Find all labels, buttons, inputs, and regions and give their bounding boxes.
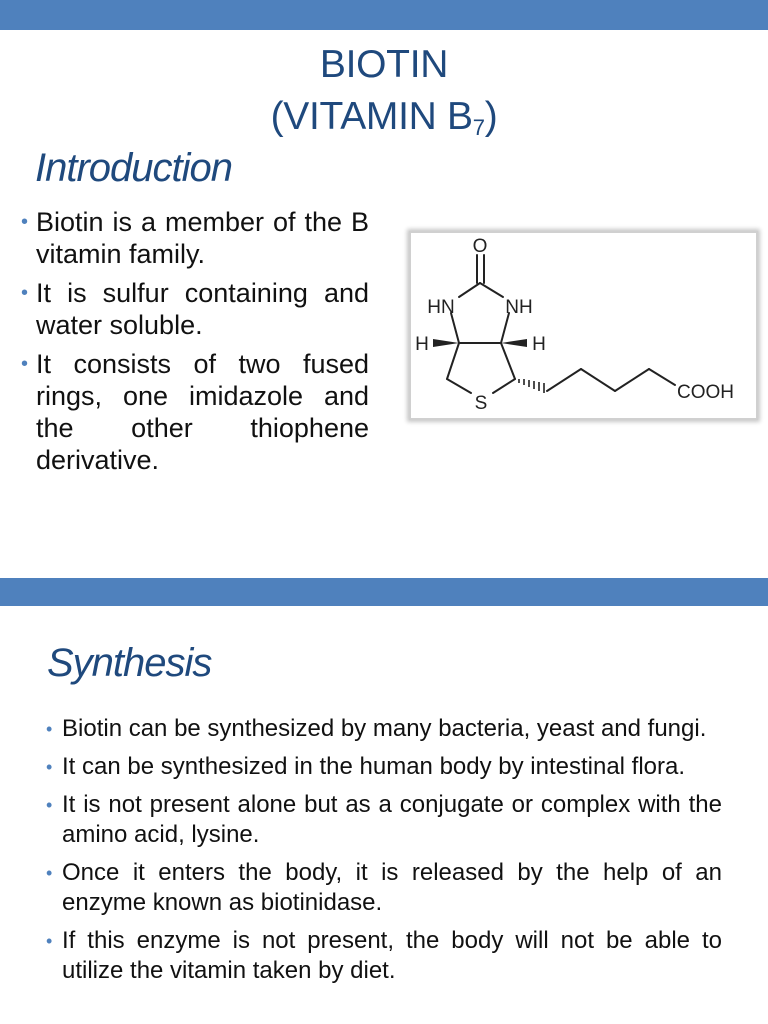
- atom-left-hydrogen: H: [415, 334, 429, 355]
- list-item: [21, 348, 369, 476]
- bullet-dot: •: [21, 353, 29, 375]
- introduction-heading: Introduction: [35, 146, 233, 190]
- biotin-structure-diagram: [411, 233, 756, 418]
- bullet-dot: •: [46, 931, 53, 951]
- list-item: [46, 926, 722, 986]
- bullet-dot: •: [46, 863, 53, 883]
- bullet-text: If this enzyme is not present, the body will not be able to utilize the vitamin taken by diet.: [62, 927, 722, 984]
- hashed-wedge: [519, 379, 544, 393]
- slide-header-band: [0, 0, 768, 30]
- bond-ring-right-s: [493, 379, 515, 393]
- slide-header-band: [0, 578, 768, 606]
- bond-c-n-right: [480, 283, 503, 297]
- atom-left-nitrogen: HN: [427, 297, 455, 318]
- slide-title-line-1: BIOTIN: [319, 43, 449, 86]
- bullet-text: It consists of two fused rings, one imidazole and the other thiophene derivative.: [36, 349, 369, 475]
- list-item: [46, 790, 722, 850]
- bullet-text: Biotin is a member of the B vitamin family.: [36, 207, 369, 269]
- atom-sulfur: S: [474, 393, 488, 414]
- title-close-paren: ): [484, 95, 498, 138]
- atom-oxygen: O: [472, 236, 488, 257]
- list-item: [46, 752, 722, 782]
- biotin-structure-figure: [409, 231, 758, 420]
- bullet-dot: •: [21, 211, 29, 233]
- bond-ring-right: [501, 343, 515, 379]
- synthesis-heading: Synthesis: [47, 641, 212, 685]
- atom-right-hydrogen: H: [532, 334, 546, 355]
- bullet-dot: •: [46, 719, 53, 739]
- slide-title-line-2: [0, 94, 768, 140]
- bullet-text: It can be synthesized in the human body by intestinal flora.: [62, 753, 686, 780]
- title-subscript: 7: [472, 115, 485, 140]
- list-item: [21, 277, 369, 341]
- bullet-text: Biotin can be synthesized by many bacteria, yeast and fungi.: [62, 715, 707, 742]
- bullet-dot: •: [46, 795, 53, 815]
- bond-ring-left-s: [447, 379, 471, 393]
- chain-bond-3: [615, 369, 649, 391]
- bond-c-n-left: [459, 283, 480, 297]
- atom-right-nitrogen: NH: [505, 297, 533, 318]
- chain-bond-2: [581, 369, 615, 391]
- list-item: [21, 206, 369, 270]
- bullet-dot: •: [21, 282, 29, 304]
- list-item: [46, 714, 722, 744]
- bond-ring-left: [447, 343, 459, 379]
- bold-wedge-right: [501, 339, 527, 347]
- list-item: [46, 858, 722, 918]
- introduction-bullet-list: [21, 206, 369, 483]
- atom-acid-group: COOH: [677, 382, 734, 403]
- bullet-text: It is sulfur containing and water soluble.: [36, 278, 369, 340]
- chain-bond-1: [547, 369, 581, 391]
- bullet-text: It is not present alone but as a conjugate or complex with the amino acid, lysine.: [62, 791, 722, 848]
- chain-bond-4: [649, 369, 675, 385]
- bullet-dot: •: [46, 757, 53, 777]
- bullet-text: Once it enters the body, it is released by the help of an enzyme known as biotinidase.: [62, 859, 722, 916]
- synthesis-bullet-list: [46, 714, 722, 994]
- title-vitamin-text: (VITAMIN B: [270, 95, 473, 138]
- bold-wedge-left: [433, 339, 459, 347]
